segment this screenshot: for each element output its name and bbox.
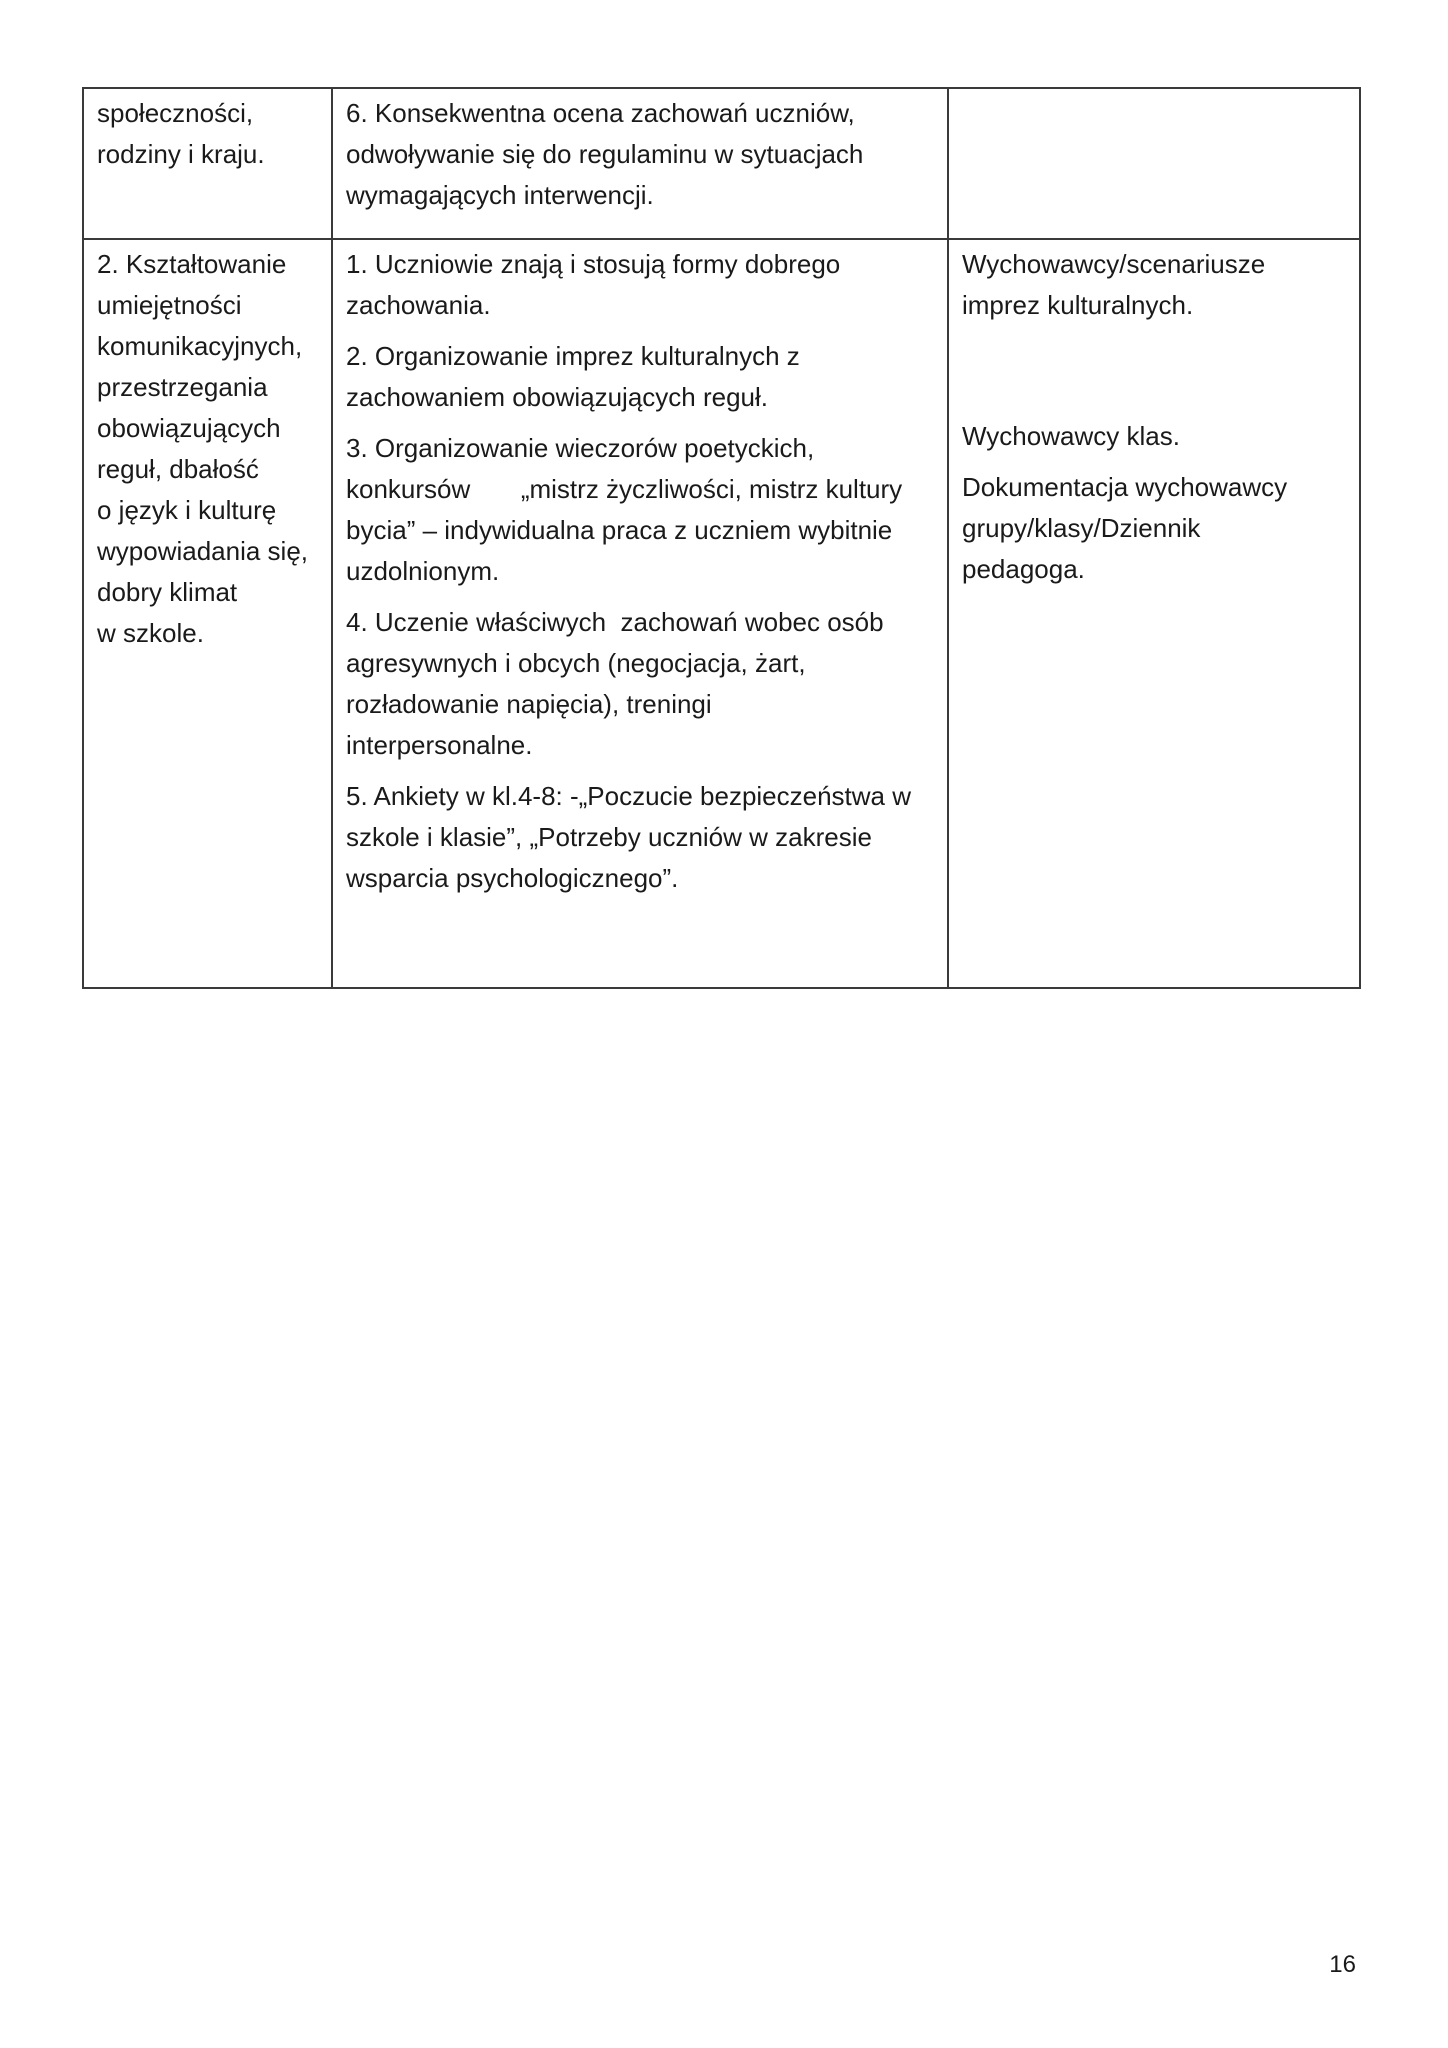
text-line: Wychowawcy/scenariusze xyxy=(962,249,1266,279)
responsible-cell xyxy=(948,239,1360,988)
text-line: umiejętności xyxy=(97,290,242,320)
table-row xyxy=(83,88,1360,239)
text-line: agresywnych i obcych (negocjacja, żart, xyxy=(346,648,806,678)
plan-table xyxy=(82,87,1361,989)
text-line: wypowiadania się, xyxy=(97,536,309,566)
text-line: pedagoga. xyxy=(962,554,1085,584)
text-line: 2. Kształtowanie xyxy=(97,249,287,279)
text-line: grupy/klasy/Dziennik xyxy=(962,513,1201,543)
table-row xyxy=(83,239,1360,988)
text-line: szkole i klasie”, „Potrzeby uczniów w zakresie xyxy=(346,822,872,852)
text-line: wsparcia psychologicznego”. xyxy=(346,863,679,893)
text-line: komunikacyjnych, xyxy=(97,331,303,361)
text-line: obowiązujących xyxy=(97,413,281,443)
responsible-paragraph xyxy=(962,244,1347,326)
responsible-paragraph xyxy=(962,416,1347,457)
tasks-cell xyxy=(332,88,948,239)
text-line: przestrzegania xyxy=(97,372,268,402)
text-line: 3. Organizowanie wieczorów poetyckich, xyxy=(346,433,815,463)
text-line: wymagających interwencji. xyxy=(346,180,654,210)
text-line: w szkole. xyxy=(97,618,204,648)
area-cell xyxy=(83,88,332,239)
text-line: 6. Konsekwentna ocena zachowań uczniów, xyxy=(346,98,855,128)
text-line: odwoływanie się do regulaminu w sytuacjach xyxy=(346,139,864,169)
responsible-cell xyxy=(948,88,1360,239)
text-line: Dokumentacja wychowawcy xyxy=(962,472,1288,502)
text-line: dobry klimat xyxy=(97,577,238,607)
text-line: bycia” – indywidualna praca z uczniem wybitnie xyxy=(346,515,893,545)
task-paragraph xyxy=(346,776,935,899)
text-line: zachowania. xyxy=(346,290,491,320)
text-line: konkursów „mistrz życzliwości, mistrz kultury xyxy=(346,474,903,504)
text-line: Wychowawcy klas. xyxy=(962,421,1180,451)
text-line: interpersonalne. xyxy=(346,730,533,760)
text-line: reguł, dbałość xyxy=(97,454,259,484)
text-line: zachowaniem obowiązujących reguł. xyxy=(346,382,769,412)
responsible-paragraph xyxy=(962,467,1347,590)
text-line: rodziny i kraju. xyxy=(97,139,265,169)
text-line: 5. Ankiety w kl.4-8: -„Poczucie bezpieczeństwa w xyxy=(346,781,912,811)
task-paragraph xyxy=(346,602,935,766)
page-number: 16 xyxy=(1329,1951,1356,1978)
text-line: 4. Uczenie właściwych zachowań wobec osób xyxy=(346,607,884,637)
text-line: o język i kulturę xyxy=(97,495,277,525)
task-paragraph xyxy=(346,336,935,418)
text-line: rozładowanie napięcia), treningi xyxy=(346,689,712,719)
text-line: imprez kulturalnych. xyxy=(962,290,1194,320)
text-line: uzdolnionym. xyxy=(346,556,500,586)
text-line: społeczności, xyxy=(97,98,254,128)
text-line: 1. Uczniowie znają i stosują formy dobrego xyxy=(346,249,841,279)
task-paragraph xyxy=(346,244,935,326)
text-line: 2. Organizowanie imprez kulturalnych z xyxy=(346,341,800,371)
tasks-cell xyxy=(332,239,948,988)
area-cell xyxy=(83,239,332,988)
task-paragraph xyxy=(346,428,935,592)
